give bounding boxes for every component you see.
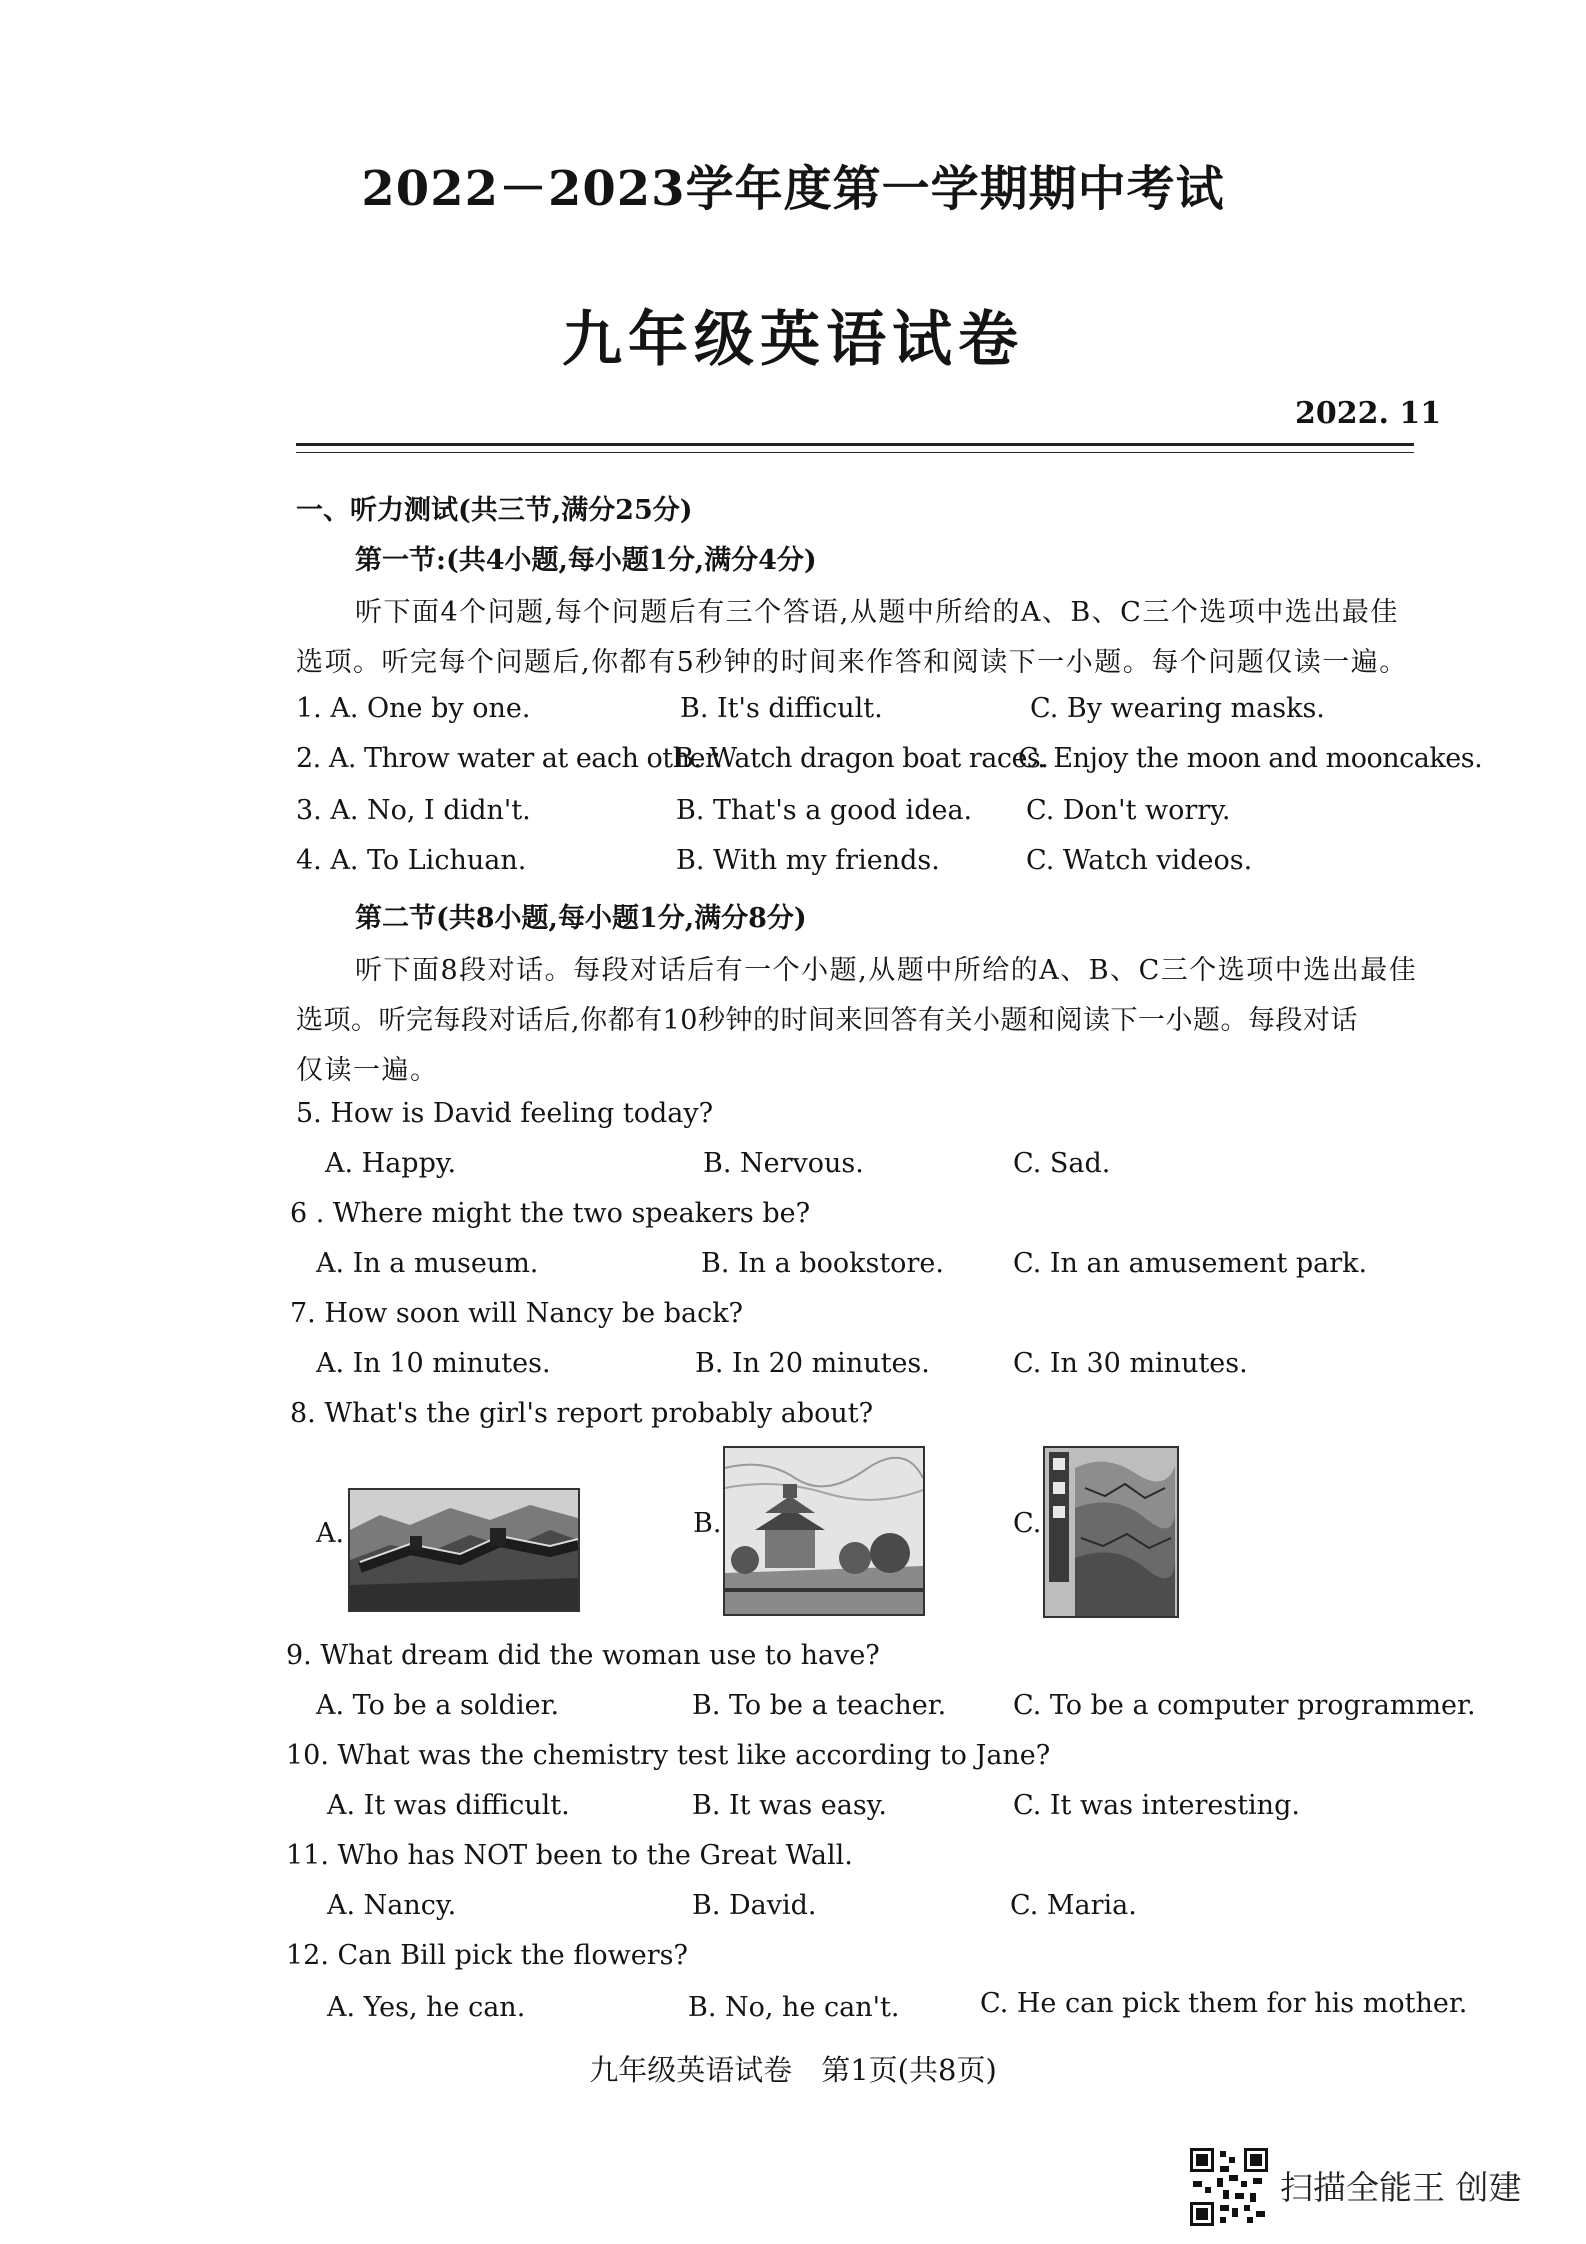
part2-instructions-line1: 听下面8段对话。每段对话后有一个小题,从题中所给的A、B、C三个选项中选出最佳	[355, 955, 1418, 986]
section-heading: 一、听力测试(共三节,满分25分)	[296, 495, 693, 526]
q12-question: 12. Can Bill pick the flowers?	[286, 1940, 688, 1971]
q6-option-a: A. In a museum.	[316, 1248, 539, 1279]
exam-title: 2022－2023学年度第一学期期中考试	[361, 161, 1225, 217]
q5-question: 5. How is David feeling today?	[296, 1098, 714, 1129]
q8-option-c-label: C.	[1013, 1508, 1042, 1539]
q7-option-c: C. In 30 minutes.	[1013, 1348, 1248, 1379]
q4-option-c: C. Watch videos.	[1026, 845, 1253, 876]
q12-option-b: B. No, he can't.	[688, 1992, 900, 2023]
painting-picture	[1043, 1446, 1179, 1618]
q5-option-a: A. Happy.	[325, 1148, 457, 1179]
q10-option-c: C. It was interesting.	[1013, 1790, 1300, 1821]
q8-option-a-label: A.	[316, 1518, 345, 1549]
great-wall-image	[350, 1490, 578, 1610]
q3-option-b: B. That's a good idea.	[676, 795, 973, 826]
part1-instructions-line1: 听下面4个问题,每个问题后有三个答语,从题中所给的A、B、C三个选项中选出最佳	[355, 597, 1399, 628]
q9-option-b: B. To be a teacher.	[692, 1690, 947, 1721]
q9-option-c: C. To be a computer programmer.	[1013, 1690, 1476, 1721]
q8-option-b-label: B.	[693, 1508, 722, 1539]
q11-option-b: B. David.	[692, 1890, 817, 1921]
q12-option-a: A. Yes, he can.	[327, 1992, 526, 2023]
page-footer: 九年级英语试卷 第1页(共8页)	[589, 2053, 997, 2087]
q1-option-a: 1. A. One by one.	[296, 693, 531, 724]
q6-option-b: B. In a bookstore.	[701, 1248, 944, 1279]
q8-question: 8. What's the girl's report probably about?	[290, 1398, 874, 1429]
part2-heading: 第二节(共8小题,每小题1分,满分8分)	[355, 903, 807, 934]
q1-option-b: B. It's difficult.	[680, 693, 883, 724]
q11-question: 11. Who has NOT been to the Great Wall.	[286, 1840, 853, 1871]
q10-option-a: A. It was difficult.	[327, 1790, 570, 1821]
q10-option-b: B. It was easy.	[692, 1790, 887, 1821]
q7-option-b: B. In 20 minutes.	[695, 1348, 930, 1379]
exam-date: 2022. 11	[1295, 396, 1442, 431]
q2-option-b: B. Watch dragon boat races.	[674, 743, 1049, 774]
q6-option-c: C. In an amusement park.	[1013, 1248, 1368, 1279]
qr-code-icon	[1190, 2148, 1268, 2226]
part1-instructions-line2: 选项。听完每个问题后,你都有5秒钟的时间来作答和阅读下一小题。每个问题仅读一遍。	[296, 647, 1408, 678]
temple-picture	[723, 1446, 925, 1616]
part2-instructions-line2: 选项。听完每段对话后,你都有10秒钟的时间来回答有关小题和阅读下一小题。每段对话	[296, 1005, 1358, 1036]
exam-subtitle: 九年级英语试卷	[562, 305, 1024, 375]
part2-instructions-line3: 仅读一遍。	[296, 1055, 439, 1086]
q11-option-c: C. Maria.	[1010, 1890, 1137, 1921]
part1-heading: 第一节:(共4小题,每小题1分,满分4分)	[355, 545, 817, 576]
q5-option-b: B. Nervous.	[703, 1148, 864, 1179]
q2-option-a: 2. A. Throw water at each other.	[296, 743, 723, 774]
q4-option-b: B. With my friends.	[676, 845, 940, 876]
q11-option-a: A. Nancy.	[327, 1890, 457, 1921]
temple-image	[725, 1448, 923, 1614]
header-rule-thin	[296, 452, 1414, 453]
q3-option-a: 3. A. No, I didn't.	[296, 795, 531, 826]
q12-option-c: C. He can pick them for his mother.	[980, 1988, 1468, 2019]
q2-option-c: C. Enjoy the moon and mooncakes.	[1018, 743, 1483, 774]
q10-question: 10. What was the chemistry test like according to Jane?	[286, 1740, 1051, 1771]
scanner-watermark: 扫描全能王 创建	[1280, 2168, 1522, 2207]
q5-option-c: C. Sad.	[1013, 1148, 1111, 1179]
q7-question: 7. How soon will Nancy be back?	[290, 1298, 744, 1329]
q1-option-c: C. By wearing masks.	[1030, 693, 1325, 724]
great-wall-picture	[348, 1488, 580, 1612]
q6-question: 6 . Where might the two speakers be?	[290, 1198, 811, 1229]
q3-option-c: C. Don't worry.	[1026, 795, 1231, 826]
q4-option-a: 4. A. To Lichuan.	[296, 845, 527, 876]
header-rule-thick	[296, 443, 1414, 446]
q9-option-a: A. To be a soldier.	[316, 1690, 560, 1721]
painting-image	[1045, 1448, 1177, 1616]
q7-option-a: A. In 10 minutes.	[316, 1348, 551, 1379]
q9-question: 9. What dream did the woman use to have?	[286, 1640, 880, 1671]
